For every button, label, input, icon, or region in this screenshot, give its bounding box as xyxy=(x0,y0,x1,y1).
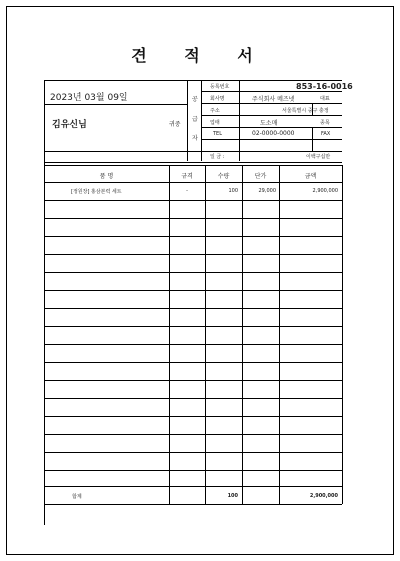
reg-no-value: 853-16-0016 xyxy=(296,82,353,91)
header-qty: 수량 xyxy=(217,173,230,180)
table-col-line-5 xyxy=(342,165,343,504)
grid-line xyxy=(44,200,342,201)
table-bottom-line xyxy=(44,504,342,505)
amount-row-bottom-line xyxy=(44,162,342,163)
grid-line xyxy=(44,362,342,363)
tel-label: TEL xyxy=(213,131,222,137)
table-top-line xyxy=(44,165,342,166)
address-label: 주소 xyxy=(210,108,220,114)
grid-line xyxy=(44,254,342,255)
row-name: [정원장] 홍삼본력 세트 xyxy=(71,189,122,195)
address-value: 서울특별시 중구 충정 xyxy=(282,108,329,114)
supplier-row-line-5 xyxy=(201,139,342,140)
supplier-label-char-2: 급 xyxy=(192,116,198,123)
quotation-sheet xyxy=(44,74,353,525)
row-qty: 100 xyxy=(228,188,238,194)
header-price: 단가 xyxy=(254,173,267,180)
header-divider-label xyxy=(239,80,240,161)
grid-line xyxy=(44,486,342,487)
quotation-date: 2023년 03월 09일 xyxy=(50,93,128,103)
supplier-label-char-3: 자 xyxy=(192,135,198,142)
table-col-line-4 xyxy=(279,165,280,504)
date-separator-line xyxy=(44,104,187,105)
grid-line xyxy=(44,236,342,237)
document-title: 견 적 서 xyxy=(131,46,269,65)
frame-top-line xyxy=(44,80,342,81)
table-col-line-1 xyxy=(169,165,170,504)
fax-label: FAX xyxy=(321,131,331,137)
header-spec: 규격 xyxy=(181,173,193,180)
grid-line xyxy=(44,470,342,471)
supplier-row-line-3 xyxy=(201,115,342,116)
grid-line xyxy=(44,218,342,219)
grid-line xyxy=(44,308,342,309)
grid-line xyxy=(44,344,342,345)
header-divider-supplier xyxy=(201,80,202,161)
header-amount: 금액 xyxy=(304,173,317,180)
total-amount: 2,900,000 xyxy=(309,493,338,499)
grid-line xyxy=(44,326,342,327)
supplier-row-line-4 xyxy=(201,127,342,128)
supplier-row-line-1 xyxy=(201,91,342,92)
header-divider-left xyxy=(187,80,188,161)
frame-left-line xyxy=(44,80,45,525)
recipient-name: 김유신님 xyxy=(52,120,87,130)
company-label: 회사명 xyxy=(210,96,225,102)
row-amount: 2,900,000 xyxy=(312,188,338,194)
grid-line xyxy=(44,290,342,291)
grid-line xyxy=(44,452,342,453)
reg-no-label: 등록번호 xyxy=(210,84,230,90)
quotation-page xyxy=(6,6,394,555)
table-col-line-3 xyxy=(242,165,243,504)
header-name: 품 명 xyxy=(99,173,114,180)
company-value: 주식회사 메즈넷 xyxy=(252,96,295,103)
total-label: 합계 xyxy=(72,494,82,500)
tel-value: 02-0000-0000 xyxy=(252,130,295,137)
supplier-label-char-1: 공 xyxy=(192,96,198,103)
row-price: 29,000 xyxy=(258,188,276,194)
total-qty: 100 xyxy=(227,493,238,499)
header-bottom-grid-line xyxy=(44,182,342,183)
grid-line xyxy=(44,416,342,417)
item-label: 종목 xyxy=(320,120,330,126)
header-bottom-line xyxy=(44,151,342,152)
amount-label: 일 금 : xyxy=(210,154,225,160)
grid-line xyxy=(44,272,342,273)
grid-line xyxy=(44,380,342,381)
table-col-line-2 xyxy=(205,165,206,504)
amount-in-words: 이백구십만 xyxy=(306,154,331,160)
ceo-label: 대표 xyxy=(320,96,330,102)
grid-line xyxy=(44,398,342,399)
recipient-suffix: 귀중 xyxy=(169,121,181,128)
row-spec: - xyxy=(186,188,188,194)
grid-line xyxy=(44,434,342,435)
supplier-row-line-2 xyxy=(201,103,342,104)
business-value: 도소매 xyxy=(260,120,278,127)
business-label: 업태 xyxy=(210,120,220,126)
